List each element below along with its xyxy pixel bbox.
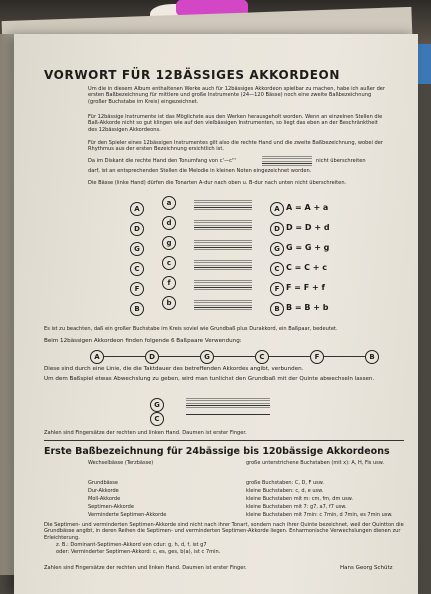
bass-value: große unterstrichene Buchstaben (mit x): A, H, Fis usw. [246,460,384,466]
bass-pair-circle: C [255,350,269,364]
bass-small-circle: b [162,296,176,310]
bass-equation: B = B + b [286,303,329,312]
note-text: Um dem Baßspiel etwas Abwechslung zu geben, wird man tunlichst den Grundbaß mit der Quinte abwechseln lassen. [44,376,375,382]
bass-equation: G = G + g [286,243,330,252]
intro-paragraph: Für den Spieler eines 12bässigen Instrumentes gilt also die rechte Hand und die zweite Baßbezeichnung, wobei der Rhythmus aus der ersten Bezeichnung ersichtlich ist. [88,140,384,153]
bass-result-circle: B [270,302,284,316]
music-staff [262,156,312,166]
example-text: oder: Verminderter Septimen-Akkord: c, es, ges, b(a), ist c 7min. [56,549,221,555]
bass-big-circle: B [130,302,144,316]
bass-big-circle: D [130,222,144,236]
music-staff [194,240,252,250]
bass-label: Dur-Akkorde [88,488,119,494]
bass-small-circle: d [162,216,176,230]
bass-big-circle: F [130,282,144,296]
note-text: Diese sind durch eine Linie, die die Taktdauer des betreffenden Akkordes angibt, verbunden. [44,366,304,372]
bass-label: Septimen-Akkorde [88,504,134,510]
intro-paragraph: Für 12bässige Instrumente ist das Möglichste aus den Werken herausgeholt worden. Wenn an einzelnen Stellen die Baß-Akkorde nicht so gut klingen wie auf den vielbässigen Instrumenten, so liegt das eben an der Beschränktheit des 12bässigen Akkordeons. [88,114,383,133]
section-paragraph: Die Septimen- und verminderten Septimen-Akkorde sind nicht nach ihrer Tonart, sondern nach ihrer Quinte bezeichnet, weil der Quintton die Grundbässe angibt, in deren Reihen die Septimen- und verminderten Septimen-Akkorde liegen. Enharmonische Verwechslungen dienen zur Erleichterung. [44,522,404,541]
bass-circle: C [150,412,164,426]
bass-result-circle: A [270,202,284,216]
bass-label: Moll-Akkorde [88,496,121,502]
note-text: Es ist zu beachten, daß ein großer Buchstabe im Kreis soviel wie Grundbaß plus Durakkord, ein Baßpaar, bedeutet. [44,326,338,332]
music-staff [186,398,270,408]
bass-value: große Buchstaben: C, D, F usw. [246,480,324,486]
bass-circle: G [150,398,164,412]
bass-equation: C = C + c [286,263,328,272]
bass-label: Wechselbässe (Terzbässe) [88,460,154,466]
bass-equation: D = D + d [286,223,330,232]
bass-label: Verminderte Septimen-Akkorde [88,512,167,518]
bass-pair-circle: B [365,350,379,364]
bass-pair-circle: G [200,350,214,364]
intro-paragraph: darf, ist an entsprechenden Stellen die Melodie in kleinen Noten eingezeichnet worden. [88,168,312,174]
bass-result-circle: F [270,282,284,296]
staff-line [186,414,270,415]
footer-note: Zahlen sind Fingersätze der rechten und linken Hand. Daumen ist erster Finger. [44,565,247,571]
bass-big-circle: C [130,262,144,276]
intro-paragraph: Da im Diskant die rechte Hand den Tonumfang von c'—c''' [88,158,237,164]
bass-value: kleine Buchstaben mit 7min: c 7min, d 7min, es 7min usw. [246,512,393,518]
music-staff [194,260,252,270]
bass-pair-line [96,356,372,357]
intro-paragraph: Die Bässe (linke Hand) dürfen die Tonarten A-dur nach oben u. B-dur nach unten nicht überschreiten. [88,180,347,186]
music-staff [194,300,252,310]
bass-small-circle: a [162,196,176,210]
bass-result-circle: C [270,262,284,276]
bass-pair-circle: A [90,350,104,364]
bass-pair-circle: D [145,350,159,364]
bass-small-circle: g [162,236,176,250]
bass-equation: A = A + a [286,203,329,212]
bass-big-circle: A [130,202,144,216]
note-text: Beim 12bässigen Akkordeon finden folgende 6 Baßpaare Verwendung: [44,338,242,344]
note-text: Zahlen sind Fingersätze der rechten und linken Hand. Daumen ist erster Finger. [44,430,247,436]
music-staff [194,220,252,230]
author-signature: Hans Georg Schütz [340,565,393,571]
bass-big-circle: G [130,242,144,256]
music-staff [194,200,252,210]
divider [44,440,404,441]
section-title: Erste Baßbezeichnung für 24bässige bis 120bässige Akkordeons [44,446,390,457]
intro-paragraph: Um die in diesem Album enthaltenen Werke auch für 12bässiges Akkordeon spielbar zu machen, habe ich außer der ersten Baßbezeichnung für mittlere und große Instrumente (24—120 Bässe) noch eine zweite Baßbezeichnung (großer Buchstabe im Kreis) eingezeichnet. [88,86,386,105]
page-title: VORWORT FÜR 12BÄSSIGES AKKORDEON [44,68,340,82]
music-staff [194,280,252,290]
bass-result-circle: G [270,242,284,256]
bass-small-circle: f [162,276,176,290]
bass-small-circle: c [162,256,176,270]
bass-result-circle: D [270,222,284,236]
bass-value: kleine Buchstaben mit 7: g7, a7, f7 usw. [246,504,347,510]
bass-value: kleine Buchstaben mit m: cm, fm, dm usw. [246,496,353,502]
intro-paragraph: nicht überschreiten [316,158,366,164]
example-text: z. B.: Dominant-Septimen-Akkord von cdur: g, h, d, f, ist g7 [56,542,207,548]
bass-equation: F = F + f [286,283,325,292]
bass-pair-circle: F [310,350,324,364]
bass-value: kleine Buchstaben: c, d, e usw. [246,488,324,494]
bass-label: Grundbässe [88,480,118,486]
